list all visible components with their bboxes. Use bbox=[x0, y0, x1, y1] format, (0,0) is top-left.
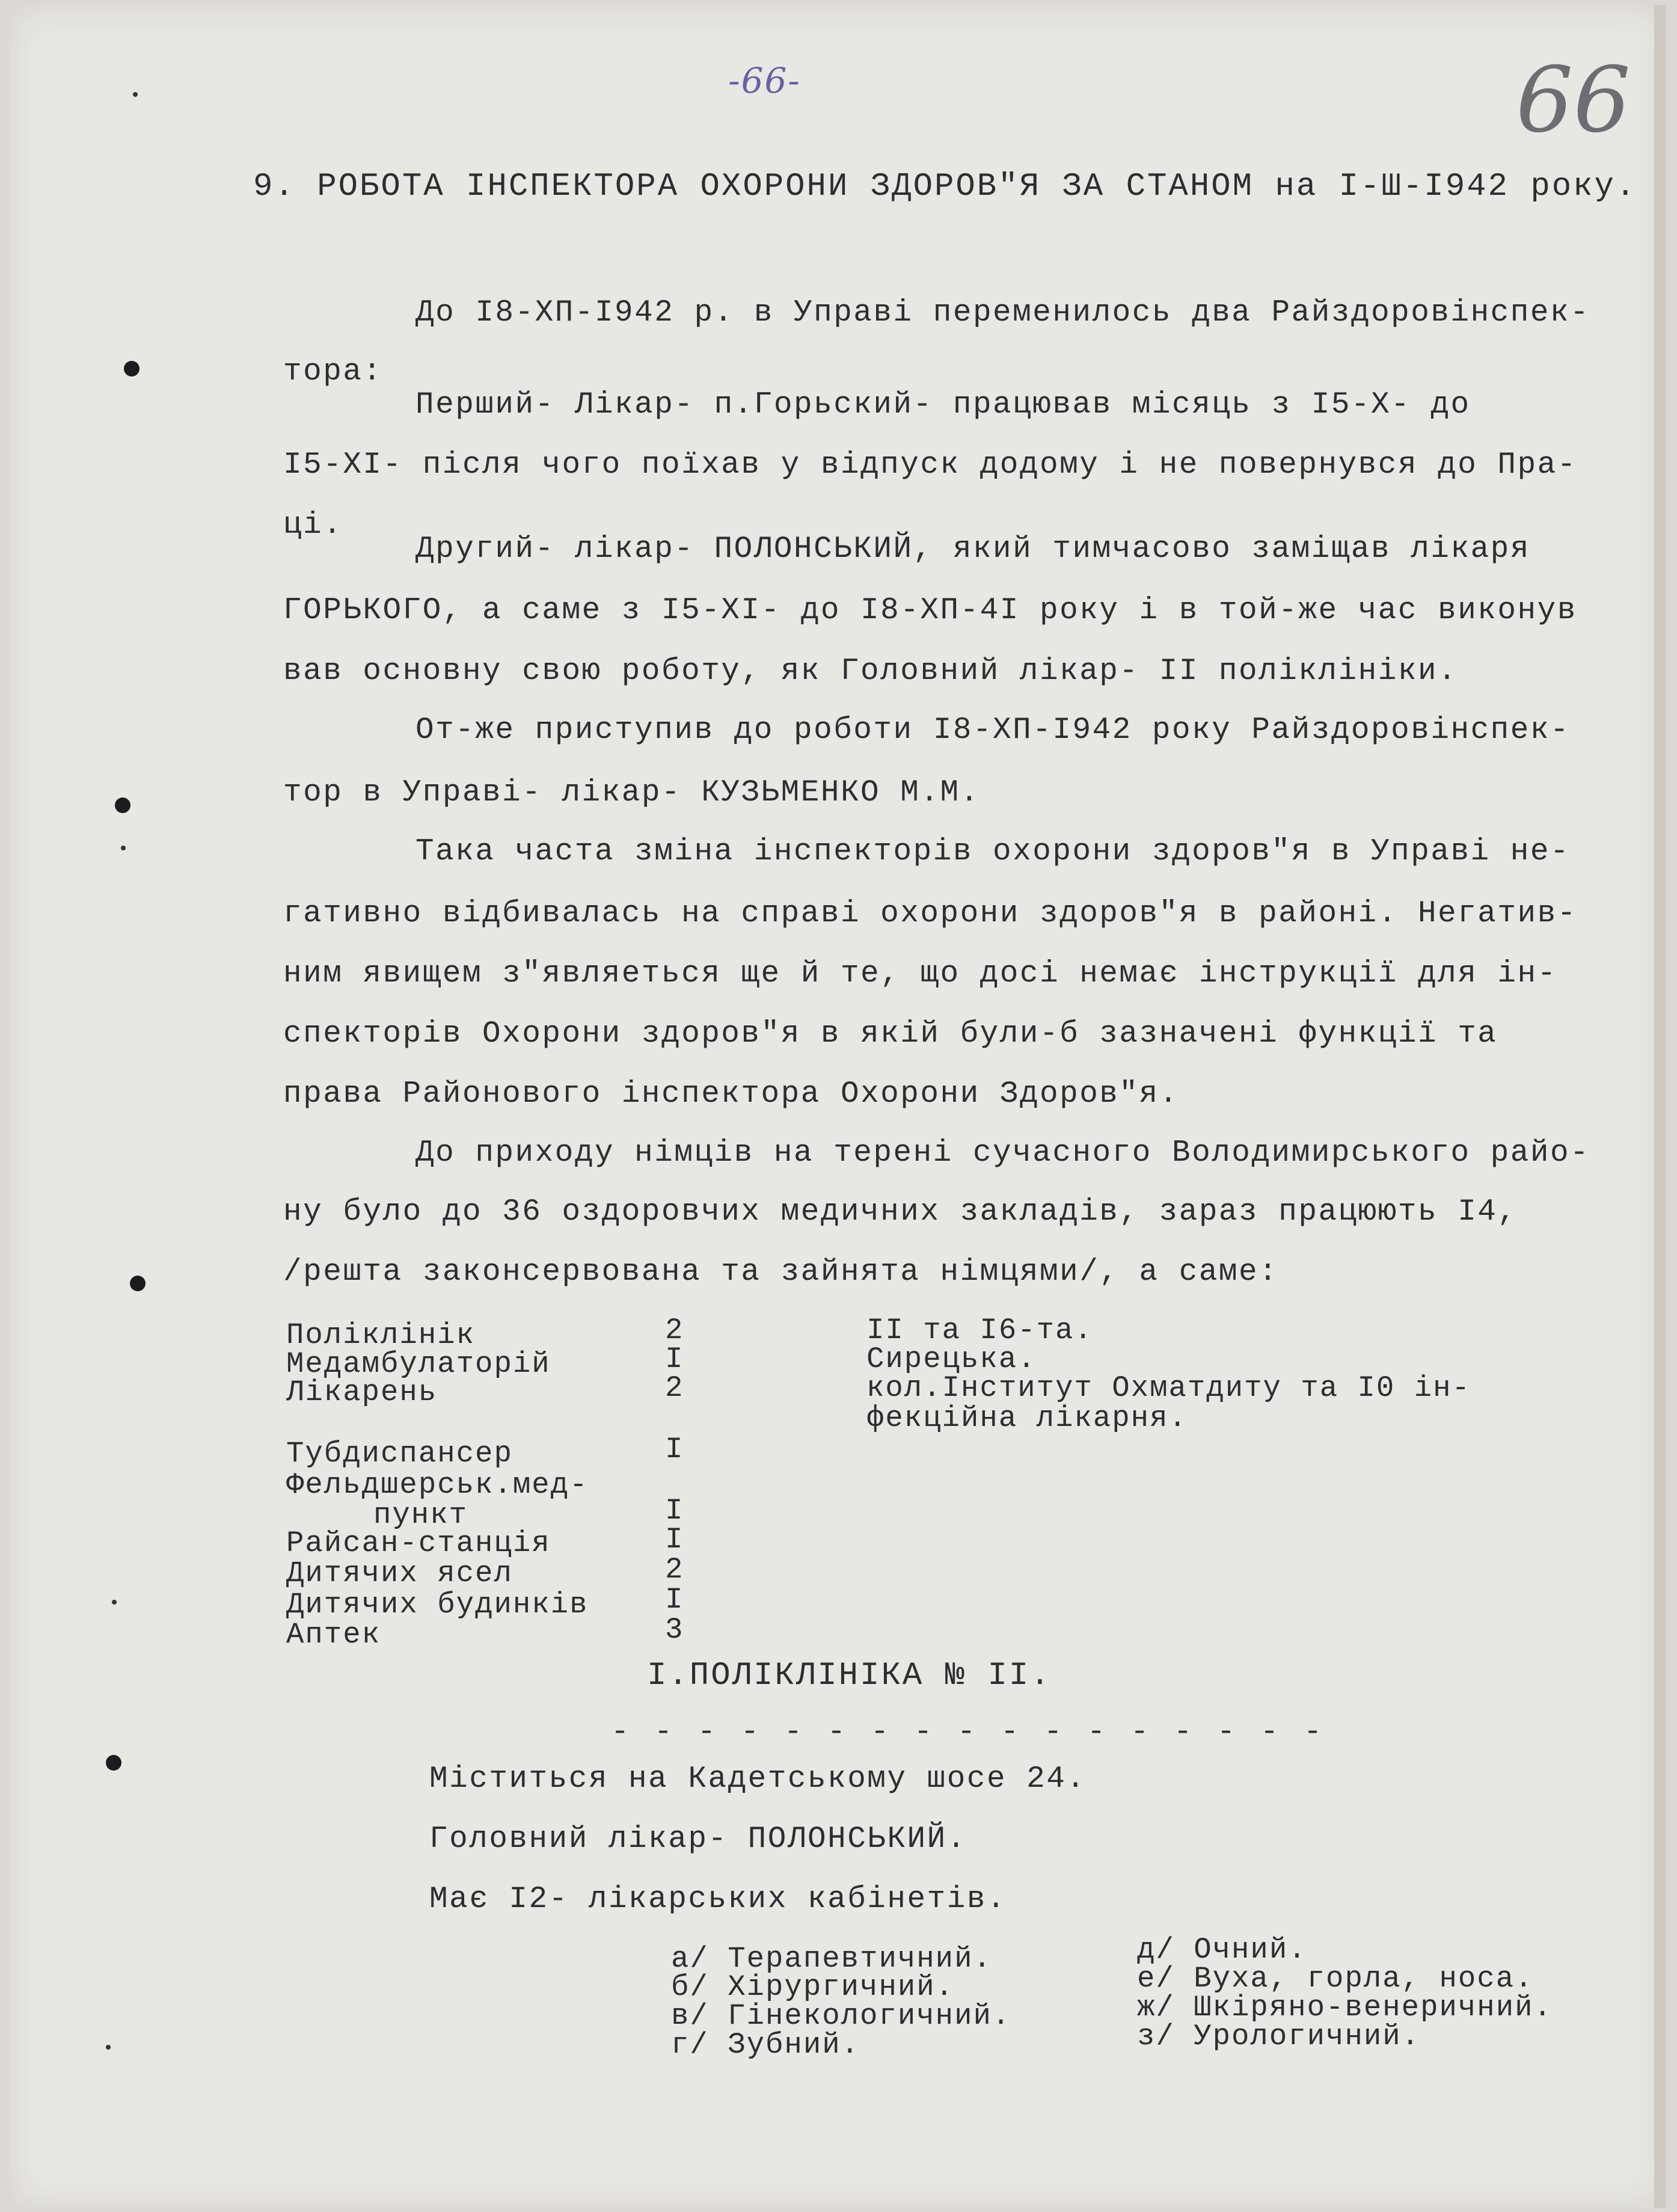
section-line: Міститься на Кадетському шосе 24. bbox=[429, 1762, 1087, 1796]
body-line: спекторів Охорони здоров"я в якій були-б зазначені функції та bbox=[283, 1017, 1498, 1051]
punch-hole bbox=[130, 1276, 146, 1291]
body-line: права Районового інспектора Охорони Здоров"я. bbox=[283, 1077, 1179, 1111]
body-line: Перший- Лікар- п.Горьский- працював місяць з І5-Х- до bbox=[415, 388, 1471, 422]
cabinet-item: з/ Урологичний. bbox=[1137, 2020, 1421, 2053]
body-line: гативно відбивалась на справі охорони здоров"я в районі. Негатив- bbox=[283, 897, 1577, 931]
cabinet-item: е/ Вуха, горла, носа. bbox=[1137, 1962, 1534, 1995]
institution-name: пункт bbox=[373, 1498, 468, 1532]
institution-note: фекційна лікарня. bbox=[866, 1401, 1188, 1435]
section-title: 9. РОБОТА ІНСПЕКТОРА ОХОРОНИ ЗДОРОВ"Я ЗА СТАНОМ на І-Ш-І942 року. bbox=[253, 168, 1637, 205]
institution-name: Фельдшерськ.мед- bbox=[286, 1468, 589, 1502]
institution-note: ІІ та І6-та. bbox=[866, 1313, 1093, 1347]
institution-name: Тубдиспансер bbox=[286, 1437, 513, 1470]
section-line: Головний лікар- ПОЛОНСЬКИЙ. bbox=[429, 1822, 967, 1857]
body-line: ці. bbox=[283, 508, 343, 542]
body-line: ну було до 36 оздоровчих медичних закладів, зараз працюють І4, bbox=[283, 1195, 1518, 1229]
institution-name: Медамбулаторій bbox=[286, 1347, 551, 1381]
speck bbox=[112, 1600, 117, 1605]
cabinet-item: д/ Очний. bbox=[1137, 1933, 1307, 1967]
handwritten-page-number: 66 bbox=[1516, 48, 1631, 153]
body-line: От-же приступив до роботи І8-ХП-І942 року Райздоровінспек- bbox=[415, 713, 1571, 748]
punch-hole bbox=[124, 361, 139, 376]
institution-name: Дитячих будинків bbox=[286, 1588, 589, 1621]
institution-count: 2 bbox=[665, 1553, 684, 1587]
institution-name: Аптек bbox=[286, 1618, 381, 1651]
institution-name: Лікарень bbox=[286, 1375, 438, 1409]
cabinet-item: б/ Хірургичний. bbox=[671, 1970, 955, 2004]
paper-edge bbox=[1654, 5, 1666, 2208]
cabinet-item: ж/ Шкіряно-венеричний. bbox=[1137, 1991, 1553, 2024]
punch-hole bbox=[106, 1755, 121, 1771]
institution-count: 2 bbox=[665, 1371, 684, 1405]
institution-count: І bbox=[665, 1433, 684, 1466]
institution-name: Поліклінік bbox=[286, 1318, 476, 1352]
cabinet-item: в/ Гінекологичний. bbox=[671, 1999, 1011, 2033]
body-line: ГОРЬКОГО, а саме з І5-ХІ- до І8-ХП-4І року і в той-же час виконув bbox=[283, 594, 1577, 628]
document-page bbox=[10, 5, 1666, 2208]
institution-count: 2 bbox=[665, 1313, 684, 1347]
institution-note: Сирецька. bbox=[866, 1342, 1037, 1376]
institution-name: Дитячих ясел bbox=[286, 1556, 513, 1590]
body-line: До І8-ХП-І942 р. в Управі переменилось два Райздоровінспек- bbox=[415, 296, 1590, 330]
body-line: тора: bbox=[283, 355, 383, 389]
institution-count: І bbox=[665, 1494, 684, 1528]
body-line: Така часта зміна інспекторів охорони здоров"я в Управі не- bbox=[415, 835, 1571, 869]
cabinet-item: г/ Зубний. bbox=[671, 2028, 860, 2062]
institution-note: кол.Інститут Охматдиту та І0 ін- bbox=[866, 1371, 1471, 1405]
body-line: Другий- лікар- ПОЛОНСЬКИЙ, який тимчасово заміщав лікаря bbox=[415, 532, 1530, 567]
institution-count: 3 bbox=[665, 1613, 684, 1647]
heading-underline: - - - - - - - - - - - - - - - - - bbox=[611, 1715, 1326, 1750]
cabinet-item: а/ Терапевтичний. bbox=[671, 1942, 992, 1976]
body-line: /решта законсервована та зайнята німцями/, а саме: bbox=[283, 1255, 1279, 1289]
typed-page-number: -66- bbox=[728, 60, 801, 101]
body-line: До приходу німців на терені сучасного Володимирського райо- bbox=[415, 1136, 1590, 1170]
speck bbox=[133, 92, 138, 97]
body-line: тор в Управі- лікар- КУЗЬМЕНКО М.М. bbox=[283, 776, 980, 810]
institution-count: І bbox=[665, 1342, 684, 1376]
institution-count: І bbox=[665, 1523, 684, 1556]
institution-name: Райсан-станція bbox=[286, 1526, 551, 1560]
speck bbox=[121, 846, 126, 850]
section-line: Має І2- лікарських кабінетів. bbox=[429, 1882, 1007, 1917]
speck bbox=[106, 2045, 111, 2050]
body-line: ним явищем з"являеться ще й те, що досі немає інструкції для ін- bbox=[283, 957, 1557, 991]
punch-hole bbox=[115, 797, 130, 813]
section-heading: І.ПОЛІКЛІНІКА № ІІ. bbox=[647, 1657, 1052, 1694]
body-line: вав основну свою роботу, як Головний лікар- ІІ поліклініки. bbox=[283, 654, 1458, 689]
body-line: І5-ХІ- після чого поїхав у відпуск додому і не повернувся до Пра- bbox=[283, 448, 1577, 482]
institution-count: І bbox=[665, 1583, 684, 1617]
